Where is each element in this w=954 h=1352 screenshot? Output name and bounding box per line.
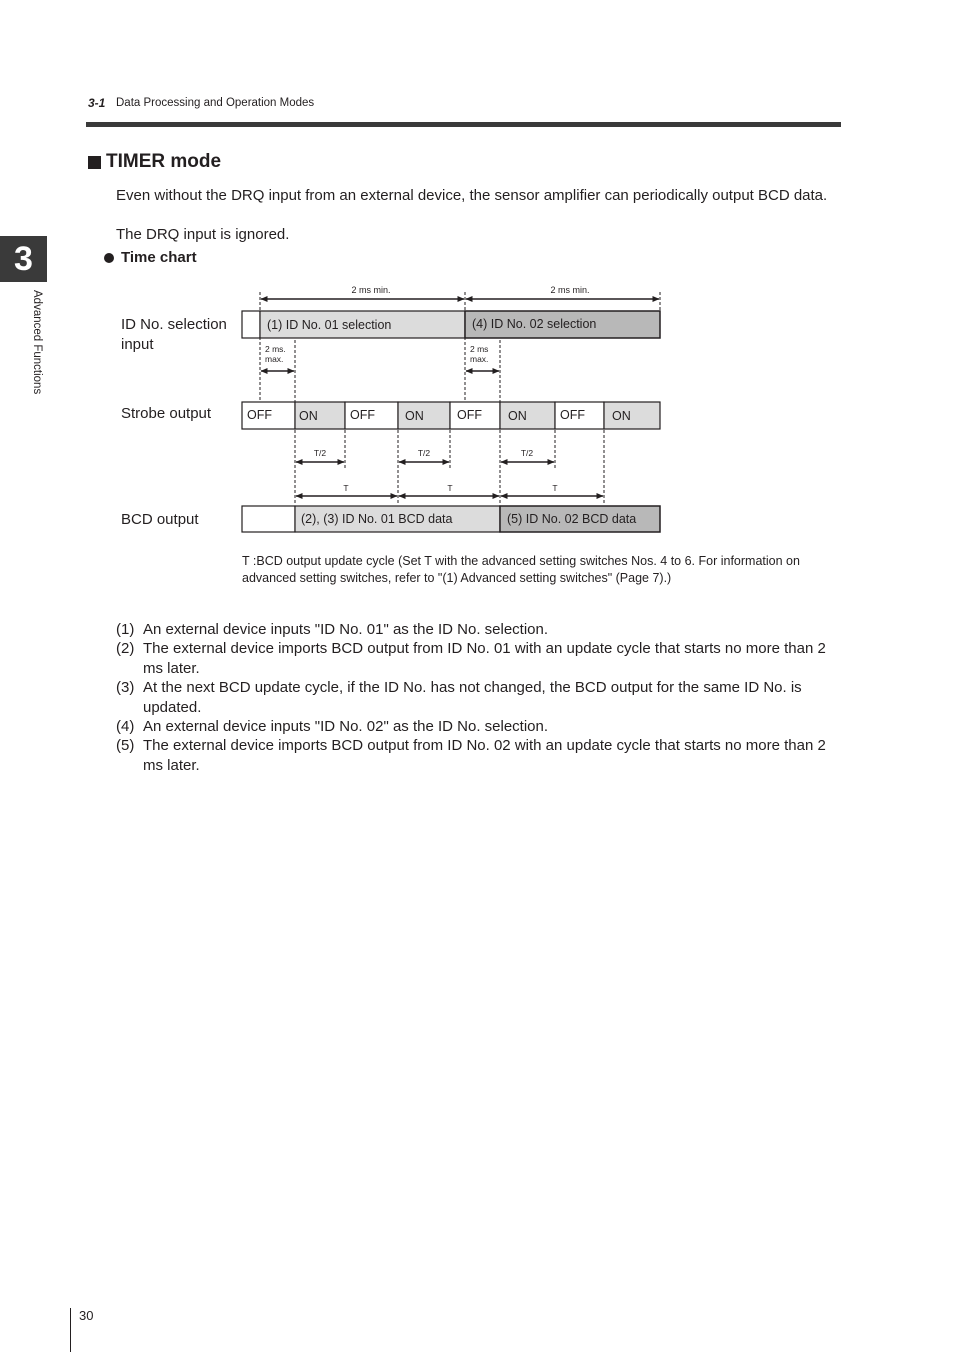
time-chart bbox=[0, 0, 954, 600]
page-number: 30 bbox=[79, 1308, 94, 1323]
strobe-row bbox=[242, 402, 660, 429]
dim-half-t-label: T/2 bbox=[417, 448, 431, 458]
bcd-row bbox=[242, 506, 660, 532]
row-label-id-selection-line2: input bbox=[121, 335, 154, 353]
list-item bbox=[116, 678, 836, 717]
row-label-id-selection-line1: ID No. selection bbox=[121, 316, 227, 333]
dim-2ms-min-2-label: 2 ms min. bbox=[550, 285, 590, 295]
strobe-label: OFF bbox=[247, 408, 272, 422]
strobe-label: ON bbox=[405, 409, 424, 423]
row-label-strobe: Strobe output bbox=[121, 405, 212, 422]
dim-t-label: T bbox=[552, 483, 558, 493]
strobe-label: ON bbox=[299, 409, 318, 423]
list-item-number: (3) bbox=[116, 679, 135, 696]
dim-t-label: T bbox=[447, 483, 453, 493]
chapter-number: 3 bbox=[14, 239, 33, 278]
list-item-number: (2) bbox=[116, 640, 135, 657]
list-item bbox=[116, 736, 836, 775]
strobe-label: OFF bbox=[457, 408, 482, 422]
dim-2ms-max-1-line1: 2 ms. bbox=[265, 344, 286, 354]
footer-rule bbox=[70, 1308, 71, 1352]
strobe-label: ON bbox=[508, 409, 527, 423]
list-item-text: An external device inputs "ID No. 02" as the ID No. selection. bbox=[143, 718, 549, 735]
subsection-title-text: Time chart bbox=[121, 249, 197, 266]
intro-paragraph-2: The DRQ input is ignored. bbox=[116, 226, 290, 243]
strobe-label: OFF bbox=[560, 408, 585, 422]
dim-half-t-label: T/2 bbox=[313, 448, 327, 458]
list-item bbox=[116, 639, 836, 678]
bcd-cell-initial bbox=[242, 506, 295, 532]
dim-t-label: T bbox=[343, 483, 349, 493]
dim-2ms-max-2-line1: 2 ms bbox=[470, 344, 489, 354]
bcd-cell-01-label: (2), (3) ID No. 01 BCD data bbox=[301, 512, 453, 526]
row-label-bcd: BCD output bbox=[121, 511, 199, 528]
section-title-text: TIMER mode bbox=[106, 151, 222, 172]
list-item-text: The external device imports BCD output from ID No. 01 with an update cycle that starts no more than 2 ms later. bbox=[143, 640, 826, 677]
list-item bbox=[116, 620, 836, 640]
list-item bbox=[116, 717, 836, 737]
strobe-label: ON bbox=[612, 409, 631, 423]
dim-2ms-max-2-line2: max. bbox=[470, 354, 489, 364]
strobe-label: OFF bbox=[350, 408, 375, 422]
bcd-cell-02-label: (5) ID No. 02 BCD data bbox=[507, 512, 637, 526]
running-header-title: Data Processing and Operation Modes bbox=[116, 97, 315, 109]
id-selection-row bbox=[242, 311, 660, 338]
intro-paragraph-1: Even without the DRQ input from an external device, the sensor amplifier can periodically output BCD data. bbox=[116, 187, 828, 204]
dim-2ms-max-1-line2: max. bbox=[265, 354, 284, 364]
chart-footnote: T :BCD output update cycle (Set T with the advanced setting switches Nos. 4 to 6. For information on advanced setting switches, refer to "(1) Advanced setting switches" (Page 7).) bbox=[242, 554, 800, 585]
id-cell-initial bbox=[242, 311, 260, 338]
list-item-text: An external device inputs "ID No. 01" as the ID No. selection. bbox=[143, 621, 549, 638]
section-number: 3-1 bbox=[88, 96, 106, 110]
list-item-text: At the next BCD update cycle, if the ID No. has not changed, the BCD output for the same ID No. is updated. bbox=[143, 679, 802, 716]
list-item-number: (5) bbox=[116, 737, 135, 754]
id-cell-01-label: (1) ID No. 01 selection bbox=[267, 318, 392, 332]
list-item-number: (1) bbox=[116, 621, 135, 638]
dim-2ms-min-1-label: 2 ms min. bbox=[351, 285, 391, 295]
chapter-side-label: Advanced Functions bbox=[31, 290, 43, 395]
dim-half-t-label: T/2 bbox=[520, 448, 534, 458]
list-item-text: The external device imports BCD output from ID No. 02 with an update cycle that starts no more than 2 ms later. bbox=[143, 737, 826, 774]
list-item-number: (4) bbox=[116, 718, 135, 735]
id-cell-02-label: (4) ID No. 02 selection bbox=[472, 317, 597, 331]
